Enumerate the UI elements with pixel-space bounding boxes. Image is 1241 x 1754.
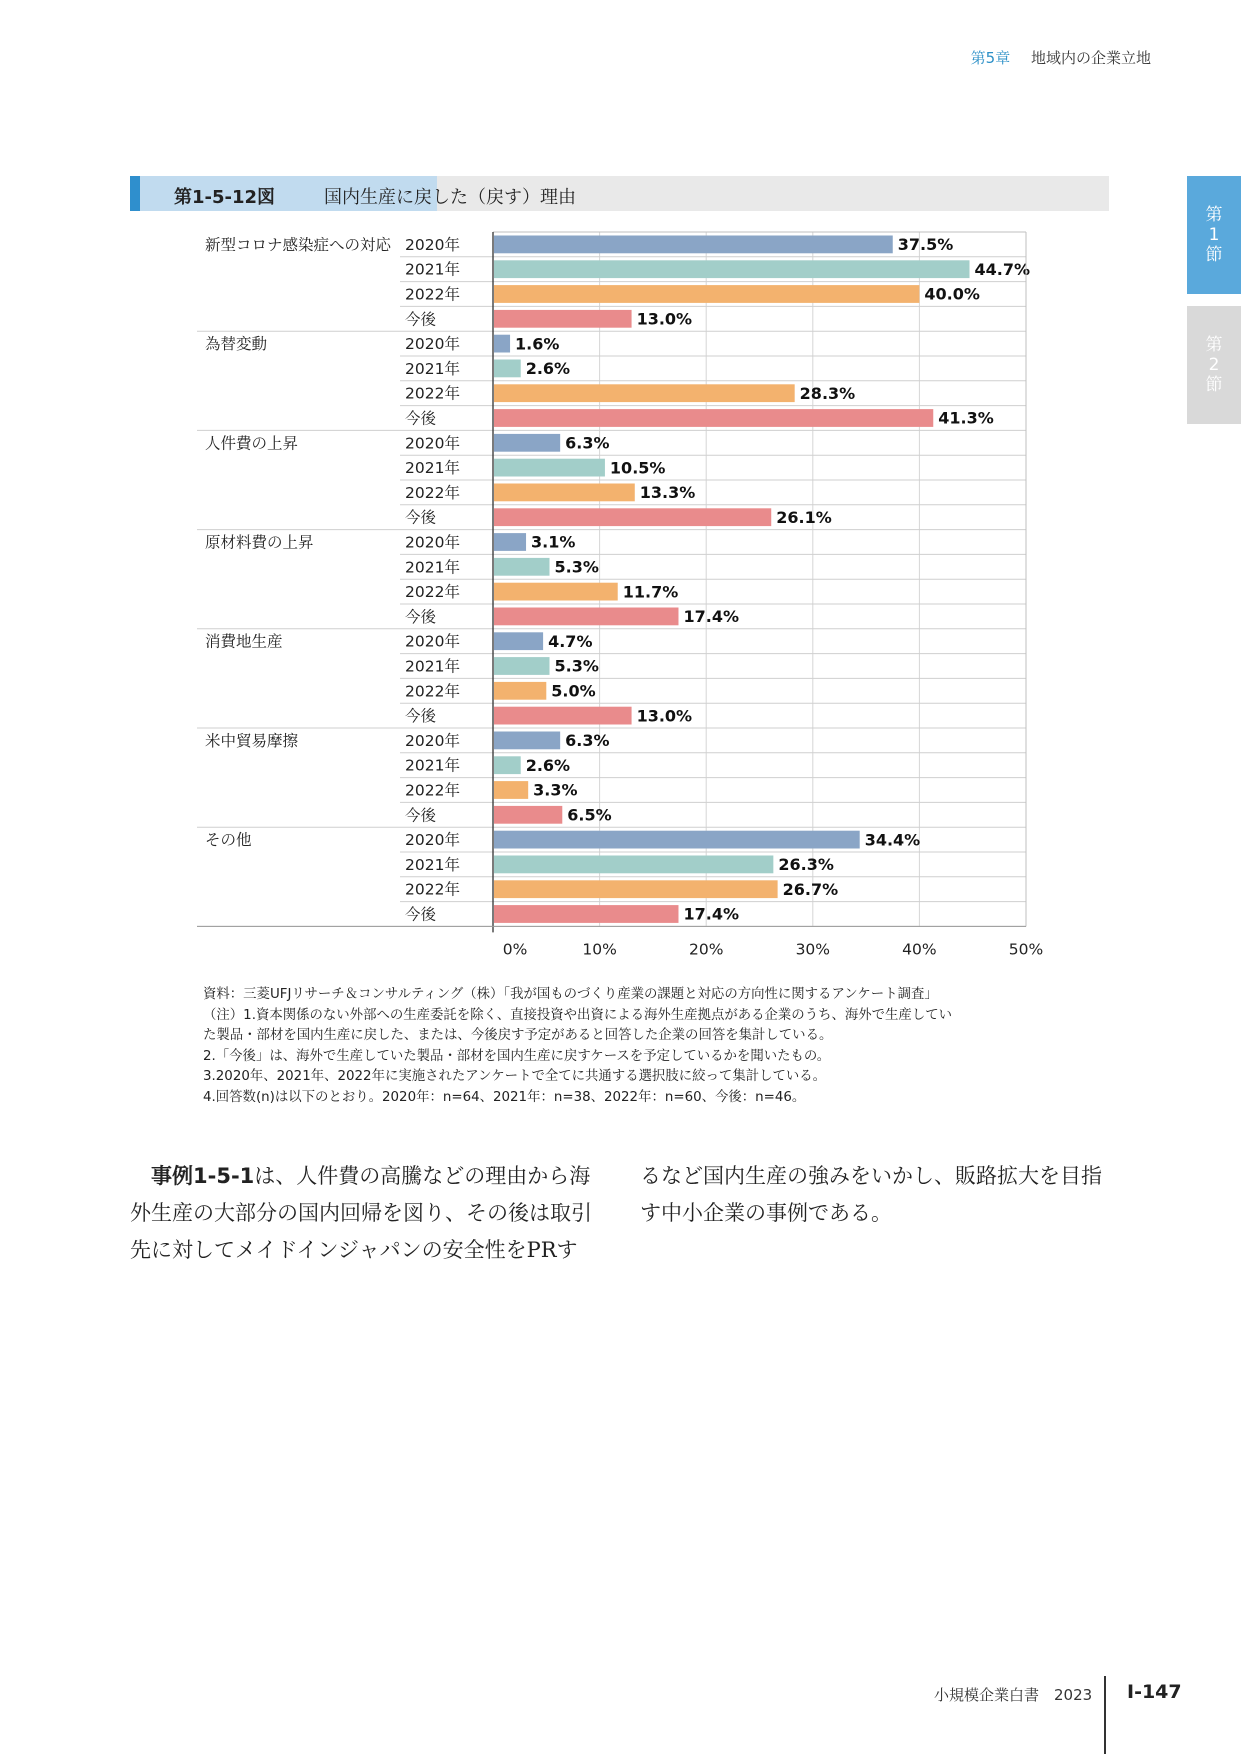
bar-value-label: 6.3% [565,433,610,453]
period-label: 今後 [405,607,437,626]
bar [494,856,773,874]
category-label: 原材料費の上昇 [205,533,314,552]
bar-value-label: 17.4% [683,904,739,924]
bar [494,260,970,278]
note-2: 2.「今後」は、海外で生産していた製品・部材を国内生産に戻すケースを予定しているかを聞いたもの。 [203,1048,831,1064]
bar [494,335,510,353]
bar-value-label: 41.3% [938,408,994,428]
note-3: 3.2020年、2021年、2022年に実施されたアンケートで全てに共通する選択肢に絞って集計している。 [203,1069,827,1084]
x-tick-label: 10% [582,940,617,959]
x-tick-label: 40% [902,940,937,959]
bar [494,880,778,898]
period-label: 今後 [405,707,437,726]
bar-value-label: 40.0% [924,284,980,304]
bar [494,310,632,328]
bar-value-label: 17.4% [683,607,739,627]
footer-divider [1104,1676,1106,1754]
period-label: 2020年 [405,434,460,453]
bar-value-label: 5.0% [551,681,596,701]
bar-value-label: 3.1% [531,532,576,552]
bar [494,608,678,626]
bar-value-label: 34.4% [864,830,921,850]
bar [494,558,549,576]
bar [494,632,543,650]
figure-notes [203,985,1033,1108]
bar-value-label: 13.0% [636,309,693,329]
note-1-cont: た製品・部材を国内生産に戻した、または、今後戻す予定があると回答した企業の回答を集計している。 [203,1028,833,1043]
bar [494,583,618,601]
category-label: 消費地生産 [205,632,283,651]
period-label: 2020年 [405,533,460,552]
body-text-left [130,1158,610,1269]
bar [494,360,521,378]
body-line-4: るなど国内生産の強みをいかし、販路拡大を目指 [640,1164,1102,1188]
period-label: 2021年 [405,459,460,478]
body-text-right [640,1158,1110,1232]
x-tick-label: 50% [1008,940,1044,959]
bar [494,657,549,675]
period-label: 2020年 [405,831,460,850]
note-source: 資料：三菱UFJリサーチ＆コンサルティング（株）「我が国ものづくり産業の課題と対応の方向性に関するアンケート調査」 [203,987,938,1002]
note-1: （注）1.資本関係のない外部への生産委託を除く、直接投資や出資による海外生産拠点がある企業のうち、海外で生産してい [203,1007,952,1023]
period-label: 2022年 [405,285,460,304]
bar-value-label: 13.3% [639,483,696,503]
category-label: 米中貿易摩擦 [205,731,299,750]
category-label: 新型コロナ感染症への対応 [205,235,392,254]
category-label: その他 [205,831,252,850]
period-label: 2022年 [405,583,460,602]
bar [494,236,893,254]
x-tick-label: 20% [688,940,724,959]
x-tick-label: 0% [502,940,528,959]
case-reference-link[interactable]: 事例1-5-1 [151,1164,255,1188]
section-tab-1-label: 第 1 節 [1205,205,1223,265]
bar-value-label: 28.3% [799,383,856,403]
bar-value-label: 2.6% [525,359,571,379]
period-label: 今後 [405,508,437,527]
bar-value-label: 11.7% [622,582,679,602]
bar [494,781,528,799]
period-label: 2021年 [405,756,460,775]
body-line-5: す中小企業の事例である。 [640,1201,892,1225]
bar [494,409,933,427]
bar [494,508,771,526]
body-line-2: 外生産の大部分の国内回帰を図り、その後は取引 [130,1201,592,1225]
category-label: 為替変動 [205,335,268,354]
period-label: 2022年 [405,682,460,701]
period-label: 2022年 [405,483,460,502]
period-label: 今後 [405,806,437,825]
bar [494,756,521,774]
bar [494,732,560,750]
bar [494,831,860,849]
bar-value-label: 37.5% [897,235,954,255]
period-label: 2020年 [405,632,460,651]
period-label: 2021年 [405,657,460,676]
bar-value-label: 3.3% [533,780,578,800]
bar-value-label: 6.3% [565,731,610,751]
bar-value-label: 10.5% [609,458,666,478]
period-label: 今後 [405,310,437,329]
period-label: 2021年 [405,558,460,577]
period-label: 2021年 [405,260,460,279]
bar-value-label: 1.6% [515,334,560,354]
period-label: 2021年 [405,855,460,874]
bar [494,533,526,551]
bar-value-label: 2.6% [525,755,571,775]
bar [494,434,560,452]
period-label: 今後 [405,409,437,428]
bar [494,806,562,824]
period-label: 2022年 [405,384,460,403]
figure-title: 国内生産に戻した（戻す）理由 [324,187,576,208]
note-4: 4.回答数(n)は以下のとおり。2020年：n=64、2021年：n=38、2022年：n=60、今後：n=46。 [203,1089,806,1105]
period-label: 2022年 [405,880,460,899]
bar-value-label: 26.3% [778,855,834,875]
bar [494,707,632,725]
period-label: 2021年 [405,359,460,378]
chapter-title: 地域内の企業立地 [1030,49,1151,67]
bar-value-label: 6.5% [567,805,612,825]
body-line-1: 事例1-5-1は、人件費の高騰などの理由から海 [151,1164,591,1188]
bar [494,459,605,477]
x-tick-label: 30% [795,940,831,959]
bar [494,285,919,303]
period-label: 今後 [405,905,437,924]
period-label: 2020年 [405,235,460,254]
bar [494,905,678,923]
figure-number: 第1-5-12図 [174,187,276,208]
bar-value-label: 44.7% [974,259,1031,279]
period-label: 2022年 [405,781,460,800]
bar-value-label: 5.3% [554,557,599,577]
category-label: 人件費の上昇 [205,434,299,453]
body-line-3: 先に対してメイドインジャパンの安全性をPRす [130,1238,578,1262]
bar [494,384,795,402]
bar-value-label: 26.7% [782,879,839,899]
bar-value-label: 5.3% [554,656,599,676]
page-number: Ⅰ-147 [1127,1681,1182,1703]
book-title: 小規模企業白書 2023 [934,1686,1093,1704]
period-label: 2020年 [405,731,460,750]
bar-value-label: 26.1% [776,507,832,527]
bar [494,682,546,700]
section-tab-2-label: 第 2 節 [1205,335,1223,395]
chapter-number: 第5章 [970,49,1011,67]
bar-value-label: 13.0% [636,706,693,726]
bar [494,484,635,502]
period-label: 2020年 [405,335,460,354]
bar-value-label: 4.7% [548,631,593,651]
